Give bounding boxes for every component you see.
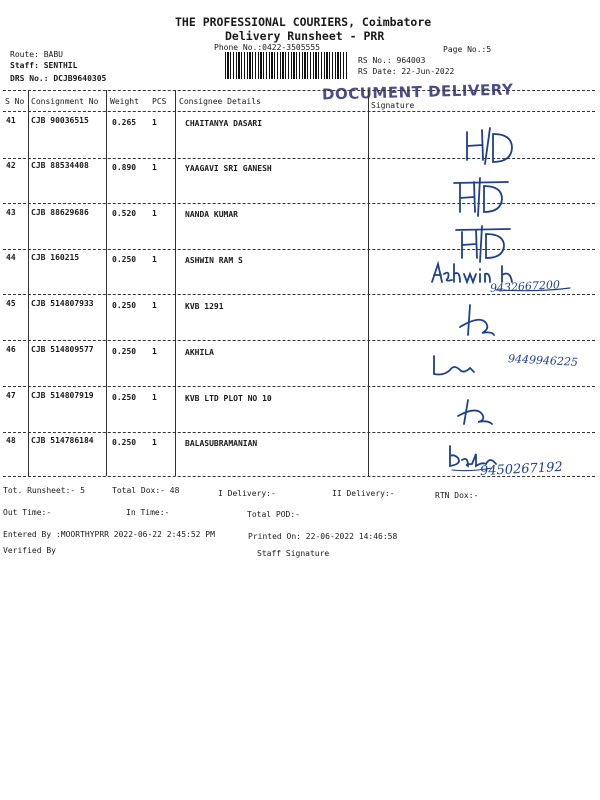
total-dox: Total Dox:- 48 xyxy=(112,486,180,495)
signature-akhila-icon xyxy=(434,356,474,375)
col-consignment: Consignment No xyxy=(31,97,99,106)
printed-on: Printed On: 22-06-2022 14:46:58 xyxy=(248,532,398,541)
row-consignment: CJB 514807919 xyxy=(31,391,94,400)
header-top-rule xyxy=(3,90,595,91)
row-consignment: CJB 514809577 xyxy=(31,345,94,354)
col-sno: S No xyxy=(5,97,25,106)
row-weight: 0.265 xyxy=(112,118,137,127)
row-consignee: YAAGAVI SRI GANESH xyxy=(185,164,272,173)
barcode xyxy=(225,52,347,79)
row-consignee: CHAITANYA DASARI xyxy=(185,119,263,128)
header-bottom-rule xyxy=(3,111,595,112)
i-delivery: I Delivery:- xyxy=(218,489,276,498)
row-sno: 44 xyxy=(6,253,16,262)
row-consignment: CJB 88534408 xyxy=(31,161,89,170)
handwritten-phone: 9449946225 xyxy=(507,352,579,369)
signature-hd-icon xyxy=(456,226,510,262)
row-consignee: ASHWIN RAM S xyxy=(185,256,243,265)
row-sno: 46 xyxy=(6,345,16,354)
row-consignment: CJB 90036515 xyxy=(31,116,89,125)
signature-kvb-ltd-icon xyxy=(458,400,492,424)
row-weight: 0.890 xyxy=(112,163,137,172)
row-consignee: BALASUBRAMANIAN xyxy=(185,439,258,448)
row-sno: 45 xyxy=(6,299,16,308)
row-consignee: KVB LTD PLOT NO 10 xyxy=(185,394,272,403)
staff-signature: Staff Signature xyxy=(257,549,330,558)
phone-number: Phone No.:0422-3505555 xyxy=(214,43,320,52)
row-weight: 0.520 xyxy=(112,209,137,218)
col-weight: Weight xyxy=(110,97,139,106)
drs-number: DRS No.: DCJB9640305 xyxy=(10,74,107,83)
col-consignee: Consignee Details xyxy=(179,97,261,106)
verified-by: Verified By xyxy=(3,546,56,555)
ii-delivery: II Delivery:- xyxy=(332,489,395,498)
rtn-dox: RTN Dox:- xyxy=(435,491,479,500)
signature-kvb-icon xyxy=(460,305,494,335)
total-pod: Total POD:- xyxy=(247,510,300,519)
staff-label: Staff: SENTHIL xyxy=(10,61,78,70)
row-weight: 0.250 xyxy=(112,393,137,402)
row-sno: 42 xyxy=(6,161,16,170)
entered-by: Entered By :MOORTHYPRR 2022-06-22 2:45:52 PM xyxy=(3,530,215,539)
row-weight: 0.250 xyxy=(112,347,137,356)
row-weight: 0.250 xyxy=(112,438,137,447)
handwritten-phone: 9450267192 xyxy=(479,459,564,480)
page-number: Page No.:5 xyxy=(443,45,492,54)
row-pcs: 1 xyxy=(152,438,157,447)
rs-number: RS No.: 964003 xyxy=(358,56,426,65)
row-pcs: 1 xyxy=(152,393,157,402)
row-pcs: 1 xyxy=(152,255,157,264)
row-sno: 48 xyxy=(6,436,16,445)
row-pcs: 1 xyxy=(152,347,157,356)
row-sno: 47 xyxy=(6,391,16,400)
rs-date: RS Date: 22-Jun-2022 xyxy=(358,67,455,76)
signature-hd-icon xyxy=(467,128,512,164)
column-divider xyxy=(28,90,29,476)
row-sno: 41 xyxy=(6,116,16,125)
handwritten-signatures xyxy=(430,120,580,490)
col-signature: Signature xyxy=(371,101,415,110)
row-weight: 0.250 xyxy=(112,301,137,310)
signature-hd-icon xyxy=(454,178,508,216)
column-divider xyxy=(106,90,107,476)
document-delivery-stamp: DOCUMENT DELIVERY xyxy=(321,80,514,104)
row-pcs: 1 xyxy=(152,118,157,127)
company-title: THE PROFESSIONAL COURIERS, Coimbatore xyxy=(175,15,432,29)
row-pcs: 1 xyxy=(152,163,157,172)
row-sno: 43 xyxy=(6,208,16,217)
row-consignee: AKHILA xyxy=(185,348,214,357)
row-consignment: CJB 514786184 xyxy=(31,436,94,445)
col-pcs: PCS xyxy=(152,97,167,106)
row-consignment: CJB 160215 xyxy=(31,253,80,262)
runsheet-subtitle: Delivery Runsheet - PRR xyxy=(225,29,385,43)
row-pcs: 1 xyxy=(152,301,157,310)
handwritten-phone: 9432667200 xyxy=(489,278,561,295)
in-time: In Time:- xyxy=(126,508,170,517)
out-time: Out Time:- xyxy=(3,508,52,517)
column-divider xyxy=(175,90,176,476)
row-consignment: CJB 88629686 xyxy=(31,208,89,217)
row-consignee: NANDA KUMAR xyxy=(185,210,238,219)
row-consignment: CJB 514807933 xyxy=(31,299,94,308)
row-weight: 0.250 xyxy=(112,255,137,264)
route-label: Route: BABU xyxy=(10,50,63,59)
column-divider xyxy=(368,90,369,476)
row-pcs: 1 xyxy=(152,209,157,218)
tot-runsheet: Tot. Runsheet:- 5 xyxy=(3,486,85,495)
row-consignee: KVB 1291 xyxy=(185,302,224,311)
